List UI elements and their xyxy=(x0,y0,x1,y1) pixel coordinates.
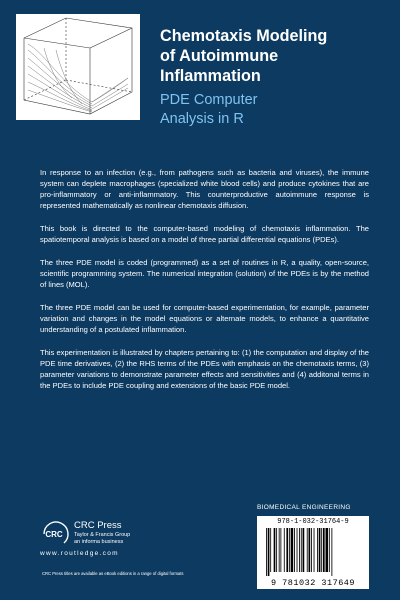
description-paragraph: This book is directed to the computer-based modeling of chemotaxis inflammation. The spatiotemporal analysis is based on a model of three partial differential equations (PDEs). xyxy=(40,224,369,244)
book-description xyxy=(40,167,369,403)
surface-plot-graphic xyxy=(16,14,140,120)
title-block xyxy=(160,26,396,129)
crc-logo-text: CRC xyxy=(45,530,63,539)
barcode-stripe xyxy=(323,528,325,572)
barcode-stripe xyxy=(317,528,318,572)
barcode-stripe xyxy=(280,528,281,572)
barcode-bars xyxy=(266,528,360,576)
subject-category: BIOMEDICAL ENGINEERING xyxy=(257,504,351,511)
barcode-stripe xyxy=(276,528,277,572)
publisher-tagline: an informa business xyxy=(74,539,124,545)
book-title-line: Chemotaxis Modeling xyxy=(160,27,328,45)
barcode-stripe xyxy=(274,528,276,572)
barcode-stripe xyxy=(291,528,294,572)
barcode-stripe xyxy=(307,528,308,572)
book-title-line: Inflammation xyxy=(160,67,261,85)
description-paragraph: In response to an infection (e.g., from pathogens such as bacteria and viruses), the immune system can deplete macrophages (specialized white blood cells) and produce cytokines that are pro-inflammatory or anti-inflammatory. This counterproductive autoimmune response is represented mathematically as nonlinear chemotaxis diffusion. xyxy=(40,168,369,210)
barcode-stripe xyxy=(299,528,300,572)
barcode-stripe xyxy=(326,528,329,572)
barcode-stripe xyxy=(321,528,322,572)
publisher-website: www.routledge.com xyxy=(40,550,119,557)
barcode-stripe xyxy=(270,528,271,572)
barcode-stripe xyxy=(301,528,302,572)
isbn-section xyxy=(257,503,369,589)
barcode-stripe xyxy=(266,528,267,576)
barcode-stripe xyxy=(289,528,290,572)
barcode-digits: 9 781032 317649 xyxy=(270,578,355,588)
book-title xyxy=(160,26,396,86)
crc-press-logo-icon xyxy=(38,518,70,550)
description-paragraph: The three PDE model is coded (programmed) as a set of routines in R, a quality, open-source, scientific programming system. The numerical integration (solution) of the PDEs is by the method of lines (MOL). xyxy=(40,258,369,289)
barcode-stripe xyxy=(329,528,330,572)
barcode-stripe xyxy=(286,528,288,572)
barcode-stripe xyxy=(311,528,312,572)
barcode-stripe xyxy=(284,528,285,572)
barcode-stripe xyxy=(314,528,315,572)
barcode-stripe xyxy=(268,528,270,576)
description-paragraph: This experimentation is illustrated by chapters pertaining to: (1) the computation and display of the PDE time derivatives, (2) the RHS terms of the PDEs with emphasis on the chemotaxis terms, (3) parameter variations to demonstrate parameter effects and sensitivities and (4) additonal terms in the PDEs to include PDE coupling and extensions of the basic PDE model. xyxy=(40,348,369,390)
book-title-line: of Autoimmune xyxy=(160,47,279,65)
barcode xyxy=(257,516,369,589)
book-subtitle-line: PDE Computer xyxy=(160,92,258,108)
book-subtitle xyxy=(160,91,396,129)
barcode-stripe xyxy=(319,528,321,572)
publisher-group: Taylor & Francis Group xyxy=(74,532,131,538)
barcode-stripe xyxy=(331,528,332,576)
book-subtitle-line: Analysis in R xyxy=(160,111,244,127)
barcode-stripe xyxy=(309,528,311,572)
barcode-stripe xyxy=(294,528,295,572)
isbn-number: 978-1-032-31764-9 xyxy=(277,518,349,526)
description-paragraph: The three PDE model can be used for computer-based experimentation, for example, parameter variation and changes in the model equations or alternate models, to enhance a quantitative understanding of a postulated inflammation. xyxy=(40,303,369,334)
barcode-stripe xyxy=(303,528,305,572)
publisher-name: CRC Press xyxy=(74,520,122,531)
barcode-stripe xyxy=(279,528,280,572)
barcode-stripe xyxy=(297,528,298,572)
ebook-note: CRC Press titles are available as eBook editions in a range of digital formats xyxy=(42,571,184,576)
